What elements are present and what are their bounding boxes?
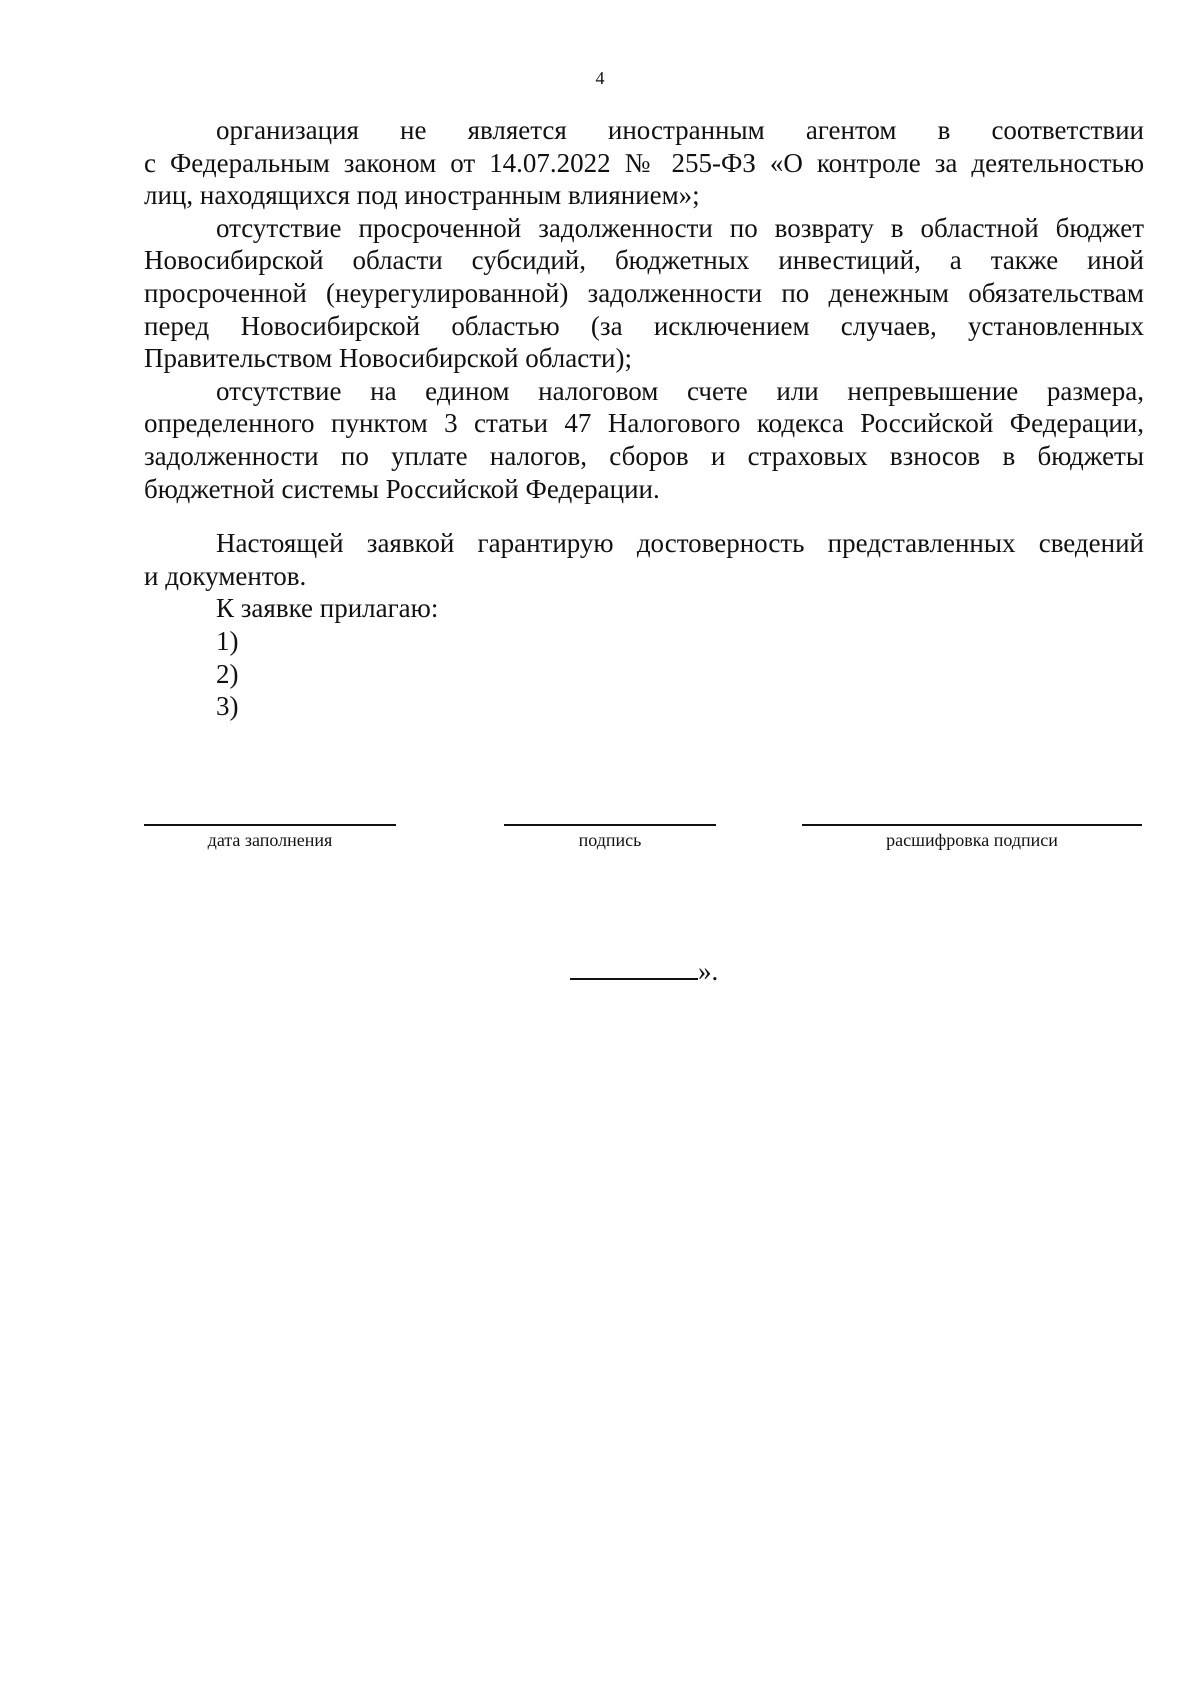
- paragraph-line: задолженности по уплате налогов, сборов и страховых взносов в бюджеты: [144, 440, 1144, 471]
- paragraph-line: отсутствие на едином налоговом счете или непревышение размера,: [216, 375, 1144, 406]
- document-body: [144, 114, 1144, 723]
- paragraph-no-overdue-debt: [144, 212, 1144, 375]
- paragraph-spacer: [144, 505, 1144, 527]
- paragraph-line: и документов.: [144, 560, 307, 591]
- attachment-item: 3): [216, 691, 239, 722]
- attachment-item: 2): [216, 658, 239, 689]
- signature-block: [144, 824, 1142, 884]
- date-field: [144, 824, 396, 851]
- paragraph-line: просроченной (неурегулированной) задолженности по денежным обязательствам: [144, 277, 1144, 308]
- signature-caption: подпись: [578, 830, 642, 850]
- closing-line: [570, 954, 718, 987]
- paragraph-line: отсутствие просроченной задолженности по возврату в областной бюджет: [216, 212, 1144, 243]
- paragraph-line: лиц, находящихся под иностранным влиянием»;: [144, 180, 700, 211]
- decryption-field: [802, 824, 1142, 851]
- signature-field: [504, 824, 716, 851]
- paragraph-guarantee: [144, 527, 1144, 592]
- paragraph-line: перед Новосибирской областью (за исключением случаев, установленных: [144, 310, 1144, 341]
- closing-quote: ».: [698, 956, 719, 986]
- paragraph-tax-account: [144, 375, 1144, 505]
- decryption-caption: расшифровка подписи: [886, 830, 1058, 850]
- attachment-item: 1): [216, 625, 239, 656]
- paragraph-line: Правительством Новосибирской области);: [144, 343, 632, 374]
- closing-underline: [570, 954, 698, 980]
- date-caption: дата заполнения: [207, 830, 333, 850]
- decryption-underline: [802, 824, 1142, 826]
- page-number: 4: [595, 68, 605, 88]
- signature-underline: [504, 824, 716, 826]
- paragraph-line: с Федеральным законом от 14.07.2022 № 255-ФЗ «О контроле за деятельностью: [144, 147, 1144, 178]
- paragraph-line: бюджетной системы Российской Федерации.: [144, 473, 660, 504]
- paragraph-line: определенного пунктом 3 статьи 47 Налогового кодекса Российской Федерации,: [144, 408, 1144, 439]
- paragraph-foreign-agent: [144, 114, 1144, 212]
- paragraph-line: Новосибирской области субсидий, бюджетных инвестиций, а также иной: [144, 245, 1144, 276]
- date-underline: [144, 824, 396, 826]
- attachments-heading: К заявке прилагаю:: [216, 593, 439, 624]
- paragraph-line: Настоящей заявкой гарантирую достоверность представленных сведений: [216, 528, 1144, 559]
- paragraph-line: организация не является иностранным агентом в соответствии: [216, 115, 1144, 145]
